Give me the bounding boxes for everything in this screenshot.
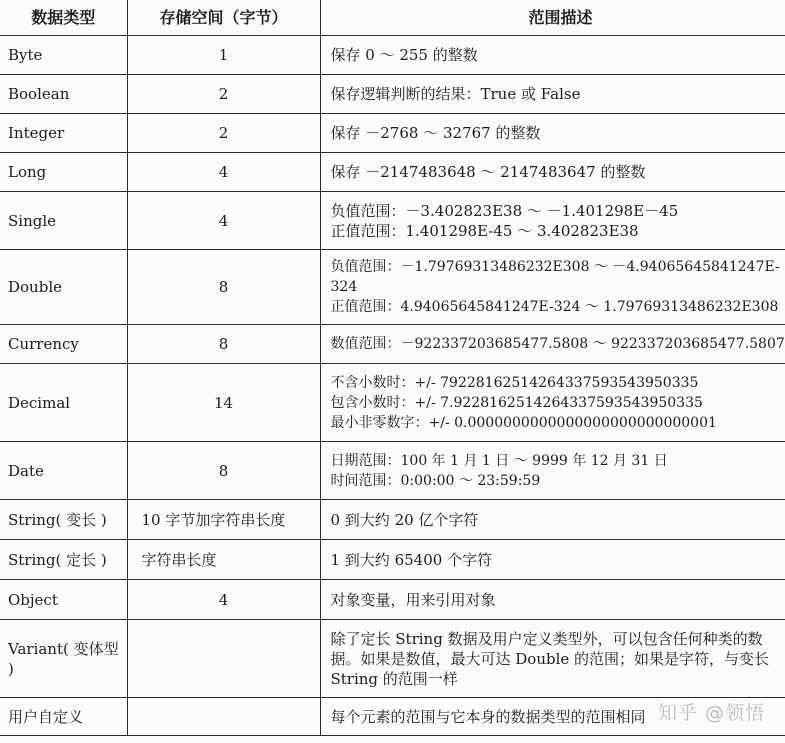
table-row <box>0 75 785 114</box>
type-cell: 用户自定义 <box>0 698 127 736</box>
type-cell: Byte <box>0 36 127 75</box>
table-header-row <box>0 0 785 36</box>
type-cell: Date <box>0 442 127 500</box>
size-cell: 8 <box>127 250 320 325</box>
range-line: 日期范围：100 年 1 月 1 日 ～ 9999 年 12 月 31 日 <box>330 452 668 469</box>
range-cell <box>320 250 785 325</box>
range-line: 最小非零数字：+/- 0.0000000000000000000000000001 <box>330 414 717 431</box>
table-row <box>0 325 785 364</box>
range-line: 保存逻辑判断的结果：True 或 False <box>330 85 581 103</box>
range-line: 包含小数时：+/- 7.9228162514264337593543950335 <box>330 394 703 411</box>
table-row <box>0 540 785 580</box>
range-line: 正值范围：4.94065645841247E-324 ～ 1.79769313486232E308 <box>330 299 779 315</box>
header-data-type: 数据类型 <box>0 0 127 36</box>
range-cell <box>320 442 785 500</box>
range-cell <box>320 500 785 540</box>
range-cell <box>320 192 785 250</box>
type-cell: Integer <box>0 114 127 153</box>
range-cell <box>320 114 785 153</box>
type-cell: Boolean <box>0 75 127 114</box>
table-row <box>0 620 785 698</box>
table-row <box>0 580 785 620</box>
table-row <box>0 250 785 325</box>
size-cell: 4 <box>127 580 320 620</box>
size-cell: 2 <box>127 75 320 114</box>
size-cell <box>127 698 320 736</box>
table-row <box>0 192 785 250</box>
range-line: 0 到大约 20 亿个字符 <box>330 510 479 529</box>
range-line: 正值范围：1.401298E-45 ～ 3.402823E38 <box>330 221 639 240</box>
range-line: 不含小数时：+/- 79228162514264337593543950335 <box>330 374 699 391</box>
table-row <box>0 442 785 500</box>
header-range: 范围描述 <box>320 0 785 36</box>
range-line: 保存 0 ～ 255 的整数 <box>330 46 478 64</box>
range-line: 1 到大约 65400 个字符 <box>330 550 493 569</box>
type-cell: Currency <box>0 325 127 364</box>
size-cell: 4 <box>127 153 320 192</box>
size-cell <box>127 620 320 698</box>
header-storage: 存储空间（字节） <box>127 0 320 36</box>
size-cell: 字符串长度 <box>127 540 320 580</box>
range-cell <box>320 153 785 192</box>
watermark: 知乎 @领悟 <box>657 702 765 724</box>
type-cell: String( 定长 ) <box>0 540 127 580</box>
range-line: 保存 －2147483648 ～ 2147483647 的整数 <box>330 163 646 181</box>
table-row <box>0 36 785 75</box>
size-cell: 4 <box>127 192 320 250</box>
range-line: 数值范围：－922337203685477.5808 ～ 922337203685477.5807 <box>330 336 785 352</box>
type-cell: Double <box>0 250 127 325</box>
type-cell: Single <box>0 192 127 250</box>
range-line: 除了定长 String 数据及用户定义类型外，可以包含任何种类的数据。如果是数值，最大可达 Double 的范围；如果是字符，与变长 String 的范围一样 <box>330 629 770 688</box>
range-line: 对象变量，用来引用对象 <box>330 590 496 609</box>
range-line: 每个元素的范围与它本身的数据类型的范围相同 <box>330 707 646 726</box>
range-cell <box>320 36 785 75</box>
range-cell <box>320 620 785 698</box>
size-cell: 1 <box>127 36 320 75</box>
table-row <box>0 500 785 540</box>
size-cell: 14 <box>127 364 320 442</box>
range-cell <box>320 325 785 364</box>
range-cell <box>320 364 785 442</box>
range-line: 保存 －2768 ～ 32767 的整数 <box>330 124 541 142</box>
size-cell: 10 字节加字符串长度 <box>127 500 320 540</box>
range-cell <box>320 580 785 620</box>
table-row <box>0 114 785 153</box>
type-cell: String( 变长 ) <box>0 500 127 540</box>
range-cell <box>320 540 785 580</box>
type-cell: Decimal <box>0 364 127 442</box>
range-line: 时间范围：0:00:00 ～ 23:59:59 <box>330 472 541 489</box>
size-cell: 2 <box>127 114 320 153</box>
type-cell: Object <box>0 580 127 620</box>
table-row <box>0 153 785 192</box>
size-cell: 8 <box>127 325 320 364</box>
range-line: 负值范围：－1.79769313486232E308 ～ －4.94065645841247E-324 <box>330 259 780 295</box>
range-cell <box>320 75 785 114</box>
size-cell: 8 <box>127 442 320 500</box>
range-line: 负值范围：－3.402823E38 ～ －1.401298E－45 <box>330 201 679 220</box>
type-cell: Long <box>0 153 127 192</box>
table-row <box>0 364 785 442</box>
type-cell: Variant( 变体型 ) <box>0 620 127 698</box>
